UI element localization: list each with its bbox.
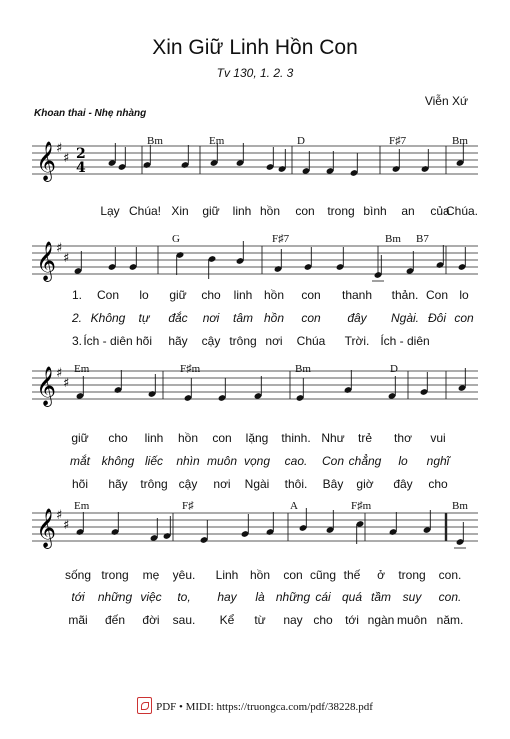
lyric-syllable: tự [138, 311, 150, 325]
note-head [266, 147, 275, 171]
lyric-syllable: việc [140, 590, 162, 604]
note-head [254, 376, 263, 400]
lyric-syllable: lo [139, 288, 149, 302]
note-head [304, 247, 313, 271]
lyric-syllable: vọng [243, 454, 271, 468]
lyric-syllable: con [212, 431, 232, 445]
lyric-syllable: Ích - diên [380, 334, 430, 348]
lyric-syllable: thản. [391, 288, 419, 302]
lyric-syllable: những [275, 590, 311, 604]
lyric-syllable: Kể [219, 613, 235, 627]
note-head [274, 249, 283, 273]
lyric-syllable: của [430, 204, 450, 218]
song-subtitle: Tv 130, 1. 2. 3 [216, 66, 294, 80]
note-head [108, 247, 117, 271]
lyric-syllable: đây [393, 477, 413, 491]
lyric-syllable: 2. [71, 311, 83, 325]
chord-symbol: F♯7 [272, 233, 290, 245]
lyric-syllable: lo [459, 288, 469, 302]
note-head [118, 147, 127, 171]
lyric-syllable: con. [438, 568, 462, 582]
lyric-syllable: tầm [370, 590, 392, 604]
chord-symbol: Bm [147, 135, 163, 147]
lyric-syllable: 3. [71, 334, 83, 348]
note-head [356, 520, 365, 544]
note-head [111, 512, 120, 536]
key-sharp-icon: ♯ [63, 151, 70, 166]
lyric-syllable: nơi [202, 311, 220, 325]
lyric-syllable: Chúa! [128, 204, 162, 218]
lyric-syllable: thơ [394, 431, 412, 445]
note-head [108, 143, 117, 167]
lyric-syllable: mắt [69, 454, 91, 468]
note-head [181, 145, 190, 169]
lyric-syllable: nơi [265, 334, 283, 348]
lyric-syllable: Chúa. [445, 204, 479, 218]
key-sharp-icon: ♯ [63, 251, 70, 266]
note-head [176, 251, 185, 275]
note-head [423, 510, 432, 534]
chord-symbol: F♯7 [389, 135, 407, 147]
lyric-syllable: hay [217, 590, 237, 604]
lyric-syllable: suy [402, 590, 422, 604]
lyric-syllable: những [97, 590, 133, 604]
lyric-syllable: sau. [172, 613, 196, 627]
lyric-syllable: hõi [135, 334, 153, 348]
chord-symbol: Bm [295, 363, 311, 375]
lyric-syllable: hãy [108, 477, 128, 491]
note-head [114, 370, 123, 394]
note-head [336, 247, 345, 271]
lyric-syllable: con [454, 311, 474, 325]
lyric-syllable: Con [321, 454, 345, 468]
lyric-syllable: tới [71, 590, 85, 604]
note-head [454, 522, 466, 548]
lyric-syllable: hồn [259, 204, 281, 218]
lyric-syllable: cậy [178, 477, 198, 491]
lyric-syllable: cậy [201, 334, 221, 348]
lyric-syllable: đời [142, 613, 160, 627]
note-head [302, 151, 311, 175]
note-head [421, 149, 430, 173]
note-head [143, 145, 152, 169]
key-sharp-icon: ♯ [63, 518, 70, 533]
lyric-syllable: hồn [249, 568, 271, 582]
lyric-syllable: to, [177, 590, 191, 604]
tempo-marking: Khoan thai - Nhẹ nhàng [34, 108, 147, 119]
lyric-syllable: năm. [436, 613, 464, 627]
note-head [163, 516, 172, 540]
lyric-syllable: trong [398, 568, 426, 582]
lyric-syllable: ngàn [367, 613, 395, 627]
lyric-syllable: vui [430, 431, 446, 445]
lyric-syllable: Đôi [427, 311, 447, 325]
lyric-syllable: Chúa [296, 334, 326, 348]
lyric-syllable: Ích - diên [83, 334, 133, 348]
note-head [236, 143, 245, 167]
lyric-syllable: Không [90, 311, 126, 325]
chord-symbol: Bm [452, 135, 468, 147]
key-sharp-icon: ♯ [56, 366, 63, 381]
treble-clef-icon: 𝄞 [36, 508, 57, 548]
note-head [74, 251, 83, 275]
key-sharp-icon: ♯ [56, 508, 63, 523]
treble-clef-icon: 𝄞 [36, 141, 57, 181]
note-head [129, 247, 138, 271]
chord-symbol: F♯ [182, 500, 194, 512]
composer: Viễn Xứ [424, 94, 468, 108]
lyric-syllable: là [255, 590, 265, 604]
note-head [296, 378, 305, 402]
lyric-syllable: lo [398, 454, 408, 468]
chord-symbol: D [390, 363, 398, 375]
lyric-syllable: con. [438, 590, 462, 604]
lyric-syllable: Lạy [100, 204, 120, 218]
chord-symbol: A [290, 500, 298, 512]
lyric-syllable: cho [108, 431, 128, 445]
lyric-syllable: linh [233, 288, 253, 302]
lyric-syllable: nghĩ [426, 454, 450, 468]
lyric-syllable: trẻ [357, 431, 373, 445]
lyric-syllable: cao. [284, 454, 308, 468]
chord-symbol: D [297, 135, 305, 147]
chord-symbol: Bm [385, 233, 401, 245]
lyric-syllable: chẳng [348, 454, 382, 468]
chord-symbol: Em [209, 135, 225, 147]
chord-symbol: F♯m [351, 500, 372, 512]
lyric-syllable: nơi [213, 477, 231, 491]
chord-symbol: Em [74, 363, 90, 375]
lyric-syllable: cho [201, 288, 221, 302]
note-head [218, 378, 227, 402]
song-title: Xin Giữ Linh Hồn Con [152, 36, 358, 59]
lyric-syllable: thanh [341, 288, 373, 302]
lyric-syllable: cho [313, 613, 333, 627]
note-head [266, 512, 275, 536]
lyric-syllable: con [301, 311, 321, 325]
lyric-syllable: thinh. [281, 431, 311, 445]
note-head [344, 370, 353, 394]
note-head [200, 520, 209, 544]
lyric-syllable: an [401, 204, 415, 218]
lyric-syllable: thôi. [284, 477, 308, 491]
lyric-syllable: quá [341, 590, 363, 604]
lyric-syllable: trong [101, 568, 129, 582]
lyric-syllable: trong [327, 204, 355, 218]
lyric-syllable: hồn [263, 288, 285, 302]
note-head [76, 376, 85, 400]
lyric-syllable: đắc [168, 311, 188, 325]
lyric-syllable: Ngài [244, 477, 270, 491]
lyric-syllable: cho [428, 477, 448, 491]
lyric-syllable: ở [377, 568, 385, 582]
note-head [76, 512, 85, 536]
lyric-syllable: sống [64, 568, 92, 582]
lyric-syllable: muôn [206, 454, 238, 468]
lyric-syllable: liếc [144, 454, 164, 468]
note-head [388, 376, 397, 400]
lyric-syllable: linh [144, 431, 164, 445]
lyric-syllable: trông [229, 334, 257, 348]
lyric-syllable: giữ [71, 431, 89, 445]
staff-svg [32, 241, 478, 281]
footer [0, 697, 510, 714]
chord-symbol: F♯m [180, 363, 201, 375]
note-head [436, 245, 445, 269]
note-head [420, 372, 429, 396]
note-head [148, 374, 157, 398]
lyric-syllable: muôn [396, 613, 428, 627]
note-head [389, 512, 398, 536]
lyric-syllable: linh [232, 204, 252, 218]
lyric-syllable: bình [363, 204, 387, 218]
note-head [406, 251, 415, 275]
music-staff [32, 508, 478, 548]
lyric-syllable: 1. [71, 288, 83, 302]
lyric-syllable: hồn [263, 311, 285, 325]
key-sharp-icon: ♯ [56, 141, 63, 156]
lyric-syllable: Con [96, 288, 120, 302]
lyric-syllable: giữ [202, 204, 220, 218]
note-head [458, 368, 467, 392]
lyric-syllable: nhìn [176, 454, 200, 468]
lyric-syllable: Như [321, 431, 345, 445]
chord-symbol: Em [74, 500, 90, 512]
key-sharp-icon: ♯ [63, 376, 70, 391]
note-head [278, 149, 287, 173]
note-head [241, 514, 250, 538]
chord-symbol: G [172, 233, 180, 245]
footer-prefix: PDF • MIDI: [156, 701, 217, 713]
lyric-syllable: thế [343, 568, 361, 582]
note-head [326, 510, 335, 534]
lyric-syllable: nay [283, 613, 303, 627]
lyric-syllable: lặng [245, 431, 269, 445]
lyric-syllable: đến [104, 613, 126, 627]
treble-clef-icon: 𝄞 [36, 241, 57, 281]
note-head [210, 143, 219, 167]
footer-link[interactable]: https://truongca.com/pdf/38228.pdf [216, 701, 373, 713]
note-head [326, 151, 335, 175]
lyric-syllable: đây [347, 311, 367, 325]
lyric-syllable: Trời. [344, 334, 370, 348]
note-head [458, 247, 467, 271]
lyric-syllable: từ [254, 613, 266, 627]
lyric-syllable: hãy [168, 334, 188, 348]
lyric-syllable: con [295, 204, 315, 218]
lyric-syllable: yêu. [172, 568, 196, 582]
lyric-syllable: cái [315, 590, 331, 604]
time-signature-digit: 4 [76, 160, 86, 176]
note-head [456, 143, 465, 167]
lyric-syllable: tâm [232, 311, 254, 325]
lyric-syllable: con [283, 568, 303, 582]
note-head [350, 153, 359, 177]
note-head [150, 518, 159, 542]
lyric-syllable: giờ [356, 477, 374, 491]
lyric-syllable: Xin [171, 204, 189, 218]
key-sharp-icon: ♯ [56, 241, 63, 256]
staff-svg [32, 508, 478, 548]
lyric-syllable: Con [425, 288, 449, 302]
pdf-icon [137, 697, 152, 714]
lyric-syllable: mãi [68, 613, 88, 627]
lyric-syllable: giữ [169, 288, 187, 302]
lyric-syllable: con [301, 288, 321, 302]
lyric-syllable: không [101, 454, 135, 468]
treble-clef-icon: 𝄞 [36, 366, 57, 406]
chord-symbol: B7 [416, 233, 429, 245]
lyric-syllable: hồn [177, 431, 199, 445]
chord-symbol: Bm [452, 500, 468, 512]
lyric-syllable: Linh [215, 568, 239, 582]
music-staff [32, 241, 478, 281]
note-head [392, 149, 401, 173]
lyric-syllable: cũng [309, 568, 337, 582]
lyric-syllable: Bây [322, 477, 344, 491]
lyric-syllable: Ngài. [390, 311, 420, 325]
lyric-syllable: mẹ [142, 568, 160, 582]
lyric-syllable: trông [140, 477, 168, 491]
time-signature-digit: 2 [76, 146, 86, 162]
lyric-syllable: hõi [71, 477, 89, 491]
lyric-syllable: tới [345, 613, 359, 627]
note-head [184, 378, 193, 402]
